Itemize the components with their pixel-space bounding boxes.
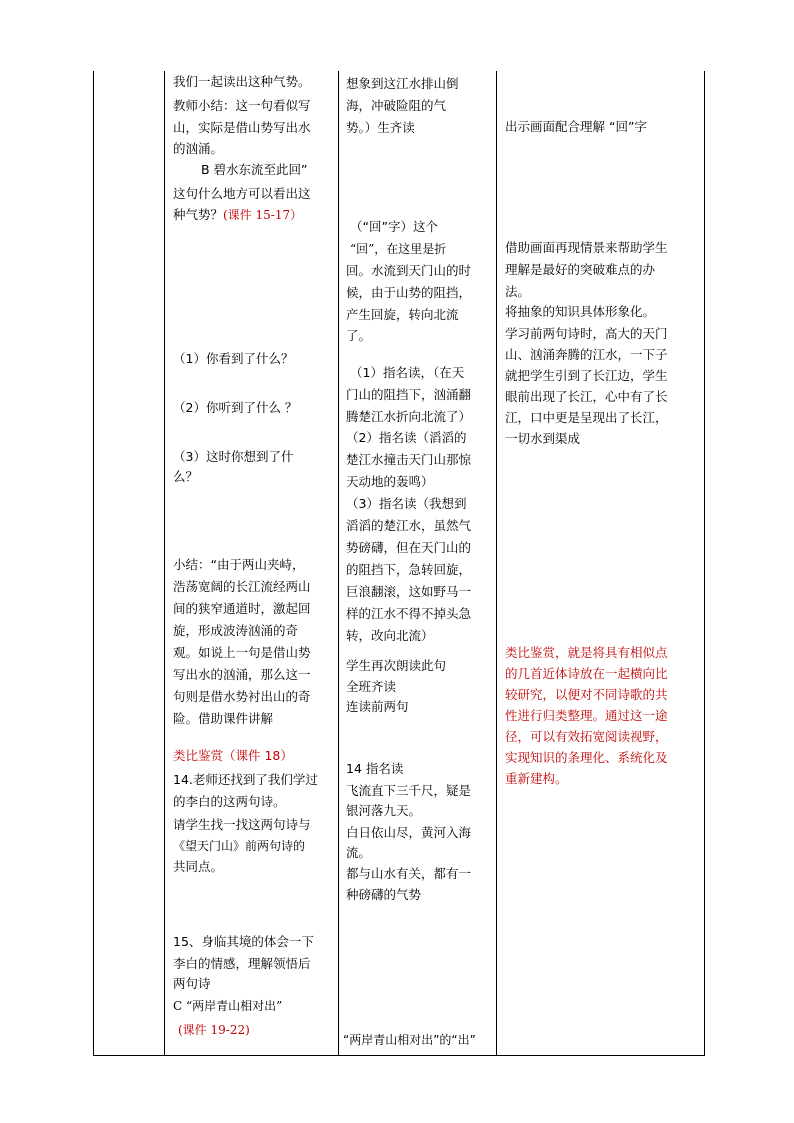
summary-line: 间的狭窄通道时，激起回 <box>173 601 311 616</box>
courseware-ref: (课件 15-17） <box>223 208 303 222</box>
text-line: 我们一起读出这种气势。 <box>173 74 311 89</box>
note-line: 将抽象的知识具体形象化。 <box>505 304 656 319</box>
section-heading: 类比鉴赏（课件 18） <box>173 748 293 763</box>
table-border-bottom <box>93 1055 705 1056</box>
text-line: 15、身临其境的体会一下 <box>173 934 314 949</box>
reading-line: 转，改向北流） <box>346 628 434 643</box>
poem-line: 飞流直下三千尺，疑是 <box>346 783 472 798</box>
text-line: 共同点。 <box>173 859 224 874</box>
text-line: 这句什么地方可以看出这 <box>173 186 311 201</box>
text-line: 两句诗 <box>173 976 211 991</box>
text-line: 回。水流到天门山的时 <box>346 263 472 278</box>
text-line: 想象到这江水排山倒 <box>346 76 459 91</box>
text-line: 请学生找一找这两句诗与 <box>173 817 311 832</box>
poem-line: 白日依山尽，黄河入海 <box>346 825 472 840</box>
reading-line: （2）指名读（滔滔的 <box>346 430 467 445</box>
text-line: 的李白的这两句诗。 <box>173 794 286 809</box>
text-line: （“回”字）这个 <box>350 219 438 234</box>
question-2: （2）你听到了什么 ？ <box>173 400 298 415</box>
reading-line: 巨浪翻滚，这如野马一 <box>346 584 472 599</box>
reading-line: （1）指名读，（在天 <box>350 365 465 380</box>
summary-line: 句则是借水势衬出山的奇 <box>173 689 311 704</box>
summary-line: 写出水的汹涌，那么这一 <box>173 667 311 682</box>
text-line: 《望天门山》前两句诗的 <box>173 839 306 853</box>
column-divider-2 <box>338 71 339 1056</box>
note-line: 一切水到渠成 <box>505 431 581 446</box>
poem-line: 流。 <box>346 845 372 860</box>
text-line: 势。）生齐读 <box>346 120 415 135</box>
text-line: 李白的情感，理解领悟后 <box>173 956 311 971</box>
text-line: 海，冲破险阻的气 <box>346 98 447 113</box>
note-line: 实现知识的条理化、系统化及 <box>505 750 668 765</box>
reading-line: 天动地的轰鸣） <box>346 474 434 489</box>
question-1: （1）你看到了什么？ <box>173 351 294 366</box>
column-divider-1 <box>164 71 165 1056</box>
text-line: 山，实际是借山势写出水 <box>173 120 311 135</box>
note-line: 较研究，以便对不同诗歌的共 <box>505 687 668 702</box>
summary-line: 小结：“由于两山夹峙， <box>173 557 305 572</box>
reading-line: 滔滔的楚江水，虽然气 <box>346 518 472 533</box>
text-line <box>173 205 302 226</box>
text-line: “回”，在这里是折 <box>350 242 447 256</box>
note-line: 性进行归类整理。通过这一途 <box>505 708 668 723</box>
note-line: 的几首近体诗放在一起横向比 <box>505 666 668 681</box>
reading-line: （3）指名读（我想到 <box>346 496 467 511</box>
text-line: 的汹涌。 <box>173 141 224 156</box>
table-border-right <box>704 71 705 1056</box>
reading-line: 腾楚江水折向北流了） <box>346 409 472 424</box>
table-border-left <box>93 71 94 1056</box>
summary-line: 浩荡宽阔的长江流经两山 <box>173 579 311 594</box>
note-line: 类比鉴赏，就是将具有相似点 <box>505 645 668 660</box>
text-line: 14.老师还找到了我们学过 <box>173 772 318 787</box>
reading-line: 门山的阻挡下，汹涌翻 <box>346 387 472 402</box>
note-line: 山、汹涌奔腾的江水，一下子 <box>505 347 668 362</box>
courseware-ref: (课件 19-22) <box>178 1023 250 1037</box>
text-segment: 种气势？ <box>173 207 224 222</box>
reading-line: 样的江水不得不掉头急 <box>346 606 472 621</box>
text-line: “两岸青山相对出”的“出” <box>343 1033 476 1047</box>
poem-line: 银河落九天。 <box>346 803 422 818</box>
text-line: 么？ <box>173 469 199 484</box>
reading-line: 楚江水撞击天门山那惊 <box>346 452 472 467</box>
text-line: 种磅礴的气势 <box>346 887 422 902</box>
note-line: 学习前两句诗时，高大的天门 <box>505 326 668 341</box>
text-line: 了。 <box>346 328 372 343</box>
text-line: 学生再次朗读此句 <box>346 658 447 673</box>
note-line: 江，口中更是呈现出了长江， <box>505 410 668 425</box>
note-line: 重新建构。 <box>505 771 568 786</box>
reading-line: 势磅礴，但在天门山的 <box>346 540 472 555</box>
note-line: 就把学生引到了长江边，学生 <box>505 368 668 383</box>
note-line: 径，可以有效拓宽阅读视野， <box>505 729 668 744</box>
note-line: 法。 <box>505 284 531 299</box>
note-line: 理解是最好的突破难点的办 <box>505 262 656 277</box>
text-line: 都与山水有关，都有一 <box>346 866 472 881</box>
text-line: 14 指名读 <box>346 761 404 776</box>
reading-line: 的阻挡下，急转回旋， <box>346 562 472 577</box>
summary-line: 旋，形成波涛汹涌的奇 <box>173 623 299 638</box>
text-line: 教师小结：这一句看似写 <box>173 98 311 113</box>
summary-line: 观。如说上一句是借山势 <box>173 645 311 660</box>
note-line: 借助画面再现情景来帮助学生 <box>505 240 668 255</box>
text-line: 连读前两句 <box>346 699 409 714</box>
text-line: 出示画面配合理解 “回”字 <box>505 119 647 134</box>
text-line: 全班齐读 <box>346 679 397 694</box>
question-3: （3）这时你想到了什 <box>173 449 294 464</box>
text-line: B 碧水东流至此回” <box>201 162 308 177</box>
text-line: C “两岸青山相对出” <box>173 999 283 1013</box>
text-line: 候，由于山势的阻挡， <box>346 285 472 300</box>
note-line: 眼前出现了长江，心中有了长 <box>505 389 668 404</box>
text-line: 产生回旋，转向北流 <box>346 307 459 322</box>
column-divider-3 <box>496 71 497 1056</box>
summary-line: 险。借助课件讲解 <box>173 711 274 726</box>
